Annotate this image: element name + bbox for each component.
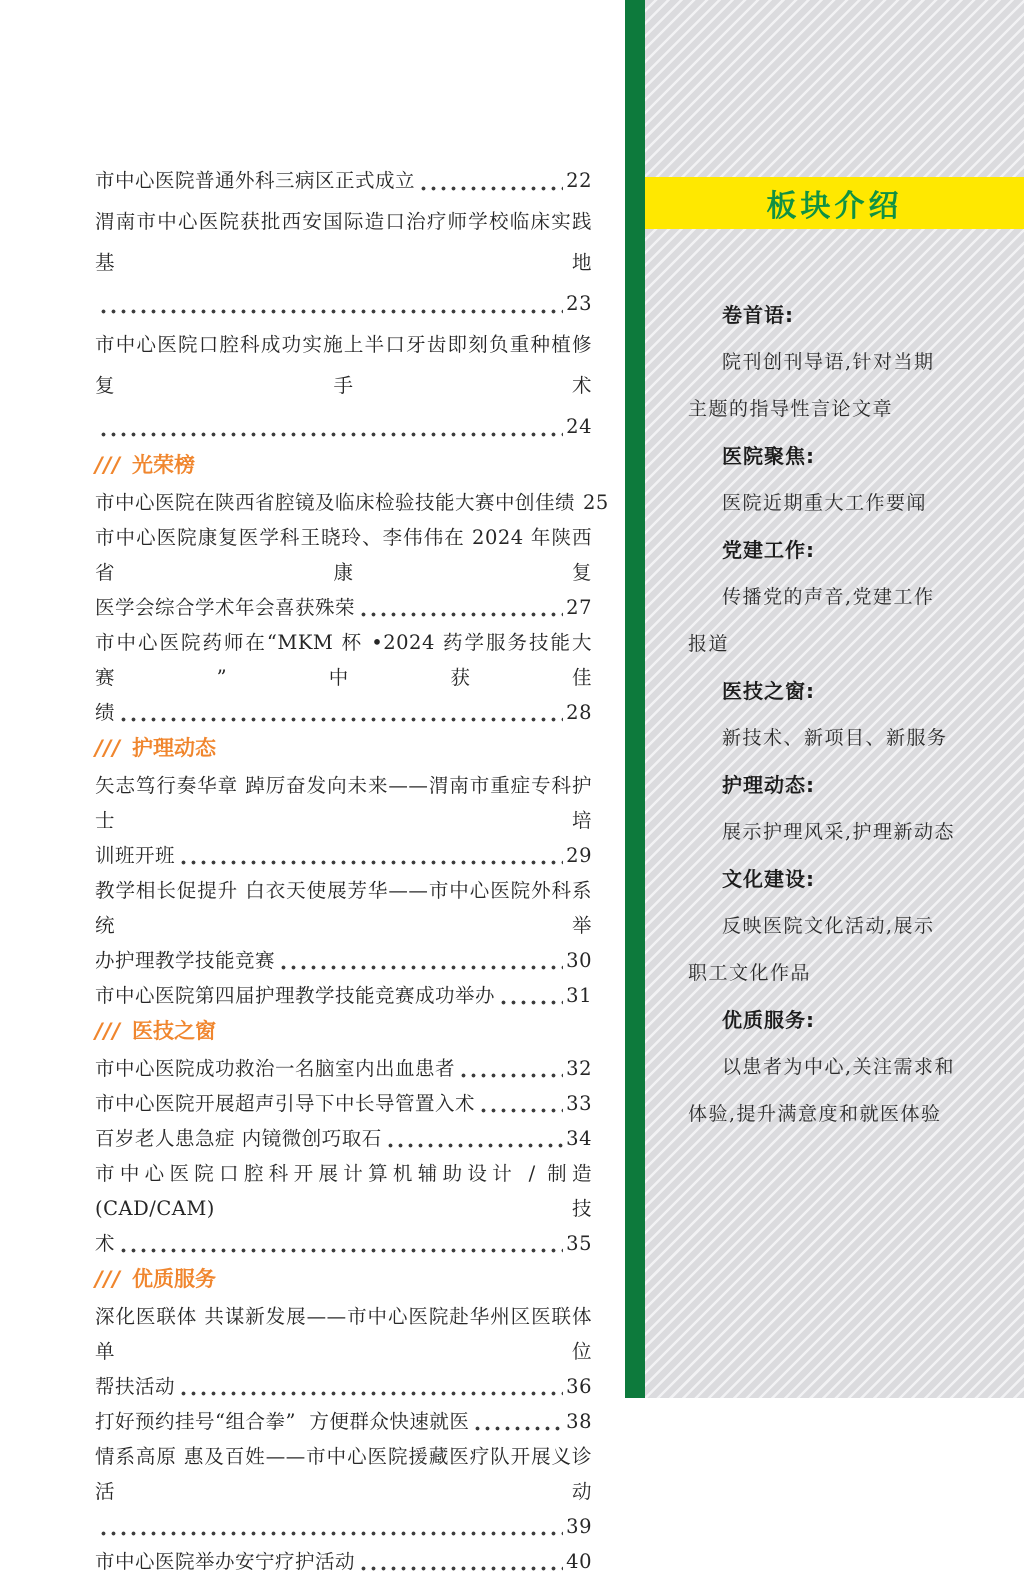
page-number: 33: [566, 1092, 592, 1115]
intro-term: 卷首语:: [722, 303, 794, 327]
toc-entry-line: [95, 838, 592, 873]
toc-entry-line: [95, 943, 592, 978]
toc-entry-text: 办护理教学技能竞赛: [95, 949, 276, 972]
page-number: 38: [566, 1410, 592, 1433]
toc-section-label: 护理动态: [132, 736, 217, 760]
toc-entry-text: 市中心医院举办安宁疗护活动: [95, 1550, 356, 1573]
intro-blocks: [688, 292, 956, 1138]
intro-term: 医技之窗:: [722, 679, 815, 703]
page-number: 35: [566, 1232, 592, 1255]
intro-term: 医院聚焦:: [722, 444, 815, 468]
toc-section: [95, 1019, 592, 1261]
toc-entry-text: 市中心医院康复医学科王晓玲、李伟伟在 2024 年陕西省康复: [95, 526, 592, 584]
dot-leader: [120, 716, 563, 723]
intro-block: [688, 997, 956, 1138]
toc-entry-line: [95, 1369, 592, 1404]
slashes-icon: ///: [95, 1019, 122, 1043]
toc-entry-text: 医学会综合学术年会喜获殊荣: [95, 596, 356, 619]
toc-entry-text: 市中心医院药师在“MKM 杯 •2024 药学服务技能大赛”中获佳: [95, 631, 592, 689]
toc-entry-text: 市中心医院开展超声引导下中长导管置入术: [95, 1092, 476, 1115]
dot-leader: [360, 611, 563, 618]
toc-entry-line: [95, 873, 592, 943]
toc-entry-text: 情系高原 惠及百姓——市中心医院援藏医疗队开展义诊活动: [95, 1445, 592, 1503]
intro-term: 护理动态:: [722, 773, 815, 797]
dot-leader: [480, 1107, 563, 1114]
toc-entry-text: 训班开班: [95, 844, 176, 867]
intro-desc-line: 新技术、新项目、新服务: [722, 727, 948, 749]
toc-entry-line: [95, 1086, 592, 1121]
toc-entry-text: 绩: [95, 701, 116, 724]
dot-leader: [360, 1565, 563, 1572]
page-number: 28: [566, 701, 592, 724]
toc-entry-line: [95, 324, 592, 406]
toc-entry-text: 打好预约挂号“组合拳” 方便群众快速就医: [95, 1410, 470, 1433]
toc-section-header: [95, 1267, 592, 1291]
dot-leader: [500, 999, 563, 1006]
page-number: 32: [566, 1057, 592, 1080]
intro-desc-line: 主题的指导性言论文章: [688, 398, 894, 420]
dot-leader: [180, 1390, 563, 1397]
dot-leader: [420, 185, 563, 192]
toc-entry-line: [95, 283, 592, 324]
page-number: 36: [566, 1375, 592, 1398]
toc-section-header: [95, 736, 592, 760]
toc-entry-line: [95, 1404, 592, 1439]
section-intro-panel: [645, 0, 1024, 1398]
intro-block: [688, 292, 956, 433]
dot-leader: [120, 1247, 563, 1254]
toc-entry-text: 教学相长促提升 白衣天使展芳华——市中心医院外科系统举: [95, 879, 592, 937]
page-number: 23: [566, 292, 592, 315]
page-number: 22: [566, 169, 592, 192]
toc-entry-line: [95, 201, 592, 283]
page-number: 25: [583, 491, 609, 514]
intro-desc-line: 以患者为中心,关注需求和: [722, 1056, 956, 1078]
slashes-icon: ///: [95, 453, 122, 477]
dot-leader: [180, 859, 563, 866]
intro-desc-line: 体验,提升满意度和就医体验: [688, 1103, 942, 1125]
intro-desc-line: 反映医院文化活动,展示: [722, 915, 935, 937]
intro-block: [688, 527, 956, 668]
divider-stripe: [625, 0, 645, 1398]
dot-leader: [100, 308, 563, 315]
toc-section-label: 优质服务: [132, 1267, 217, 1291]
toc-entry-text: 渭南市中心医院获批西安国际造口治疗师学校临床实践基地: [95, 210, 592, 274]
page-number: 24: [566, 415, 592, 438]
toc-section-header: [95, 1019, 592, 1043]
dot-leader: [474, 1425, 563, 1432]
page-number: 40: [566, 1550, 592, 1573]
toc-section: [95, 160, 592, 447]
toc-entry-text: 百岁老人患急症 内镜微创巧取石: [95, 1127, 382, 1150]
toc-entry-text: 市中心医院第四届护理教学技能竞赛成功举办: [95, 984, 496, 1007]
toc-entry-line: [95, 590, 592, 625]
toc-entry-line: [95, 406, 592, 447]
slashes-icon: ///: [95, 736, 122, 760]
toc-section: [95, 736, 592, 1013]
toc-entry-line: [95, 978, 592, 1013]
page-number: 30: [566, 949, 592, 972]
toc-section: [95, 1267, 592, 1579]
panel-title-banner: [645, 177, 1024, 229]
toc-section-label: 医技之窗: [132, 1019, 217, 1043]
toc-entry-text: 术: [95, 1232, 116, 1255]
toc-entry-line: [95, 1226, 592, 1261]
toc-entry-line: [95, 485, 609, 520]
toc-entry-text: 矢志笃行奏华章 踔厉奋发向未来——渭南市重症专科护士培: [95, 774, 592, 832]
toc-entry-line: [95, 1509, 592, 1544]
toc-entry-line: [95, 1121, 592, 1156]
dot-leader: [280, 964, 563, 971]
toc-entry-text: 帮扶活动: [95, 1375, 176, 1398]
panel-title: 板块介绍: [766, 189, 903, 224]
toc-entry-line: [95, 520, 592, 590]
dot-leader: [460, 1072, 563, 1079]
toc-list: [95, 160, 609, 1579]
toc-entry-text: 市中心医院口腔科开展计算机辅助设计 / 制造(CAD/CAM)技: [95, 1162, 592, 1220]
toc-entry-line: [95, 1156, 592, 1226]
intro-block: [688, 762, 956, 856]
toc-entry-line: [95, 1439, 592, 1509]
intro-desc-line: 报道: [688, 633, 730, 655]
intro-desc-line: 传播党的声音,党建工作: [722, 586, 935, 608]
intro-term: 文化建设:: [722, 867, 815, 891]
dot-leader: [100, 431, 563, 438]
toc-entry-line: [95, 695, 592, 730]
toc-entry-text: 市中心医院成功救治一名脑室内出血患者: [95, 1057, 456, 1080]
page-number: 34: [566, 1127, 592, 1150]
dot-leader: [100, 1530, 563, 1537]
intro-block: [688, 856, 956, 997]
toc-entry-text: 市中心医院普通外科三病区正式成立: [95, 169, 416, 192]
dot-leader: [387, 1142, 563, 1149]
toc-entry-line: [95, 768, 592, 838]
intro-term: 党建工作:: [722, 538, 815, 562]
page-number: 39: [566, 1515, 592, 1538]
intro-block: [688, 433, 956, 527]
toc-entry-line: [95, 625, 592, 695]
toc-entry-text: 市中心医院口腔科成功实施上半口牙齿即刻负重种植修复手术: [95, 333, 592, 397]
page-number: 27: [566, 596, 592, 619]
slashes-icon: ///: [95, 1267, 122, 1291]
intro-desc-line: 院刊创刊导语,针对当期: [722, 351, 935, 373]
toc-section-header: [95, 453, 592, 477]
page-number: 31: [566, 984, 592, 1007]
toc-section: [95, 453, 609, 730]
toc-entry-text: 市中心医院在陕西省腔镜及临床检验技能大赛中创佳绩: [95, 491, 576, 514]
toc-entry-line: [95, 1299, 592, 1369]
toc-entry-text: 深化医联体 共谋新发展——市中心医院赴华州区医联体单位: [95, 1305, 592, 1363]
intro-desc-line: 医院近期重大工作要闻: [722, 492, 928, 514]
intro-desc-line: 展示护理风采,护理新动态: [722, 821, 956, 843]
page-number: 29: [566, 844, 592, 867]
toc-entry-line: [95, 1051, 592, 1086]
toc-section-label: 光荣榜: [132, 453, 196, 477]
toc-entry-line: [95, 1544, 592, 1579]
intro-term: 优质服务:: [722, 1008, 815, 1032]
intro-block: [688, 668, 956, 762]
toc-entry-line: [95, 160, 592, 201]
intro-desc-line: 职工文化作品: [688, 962, 812, 984]
